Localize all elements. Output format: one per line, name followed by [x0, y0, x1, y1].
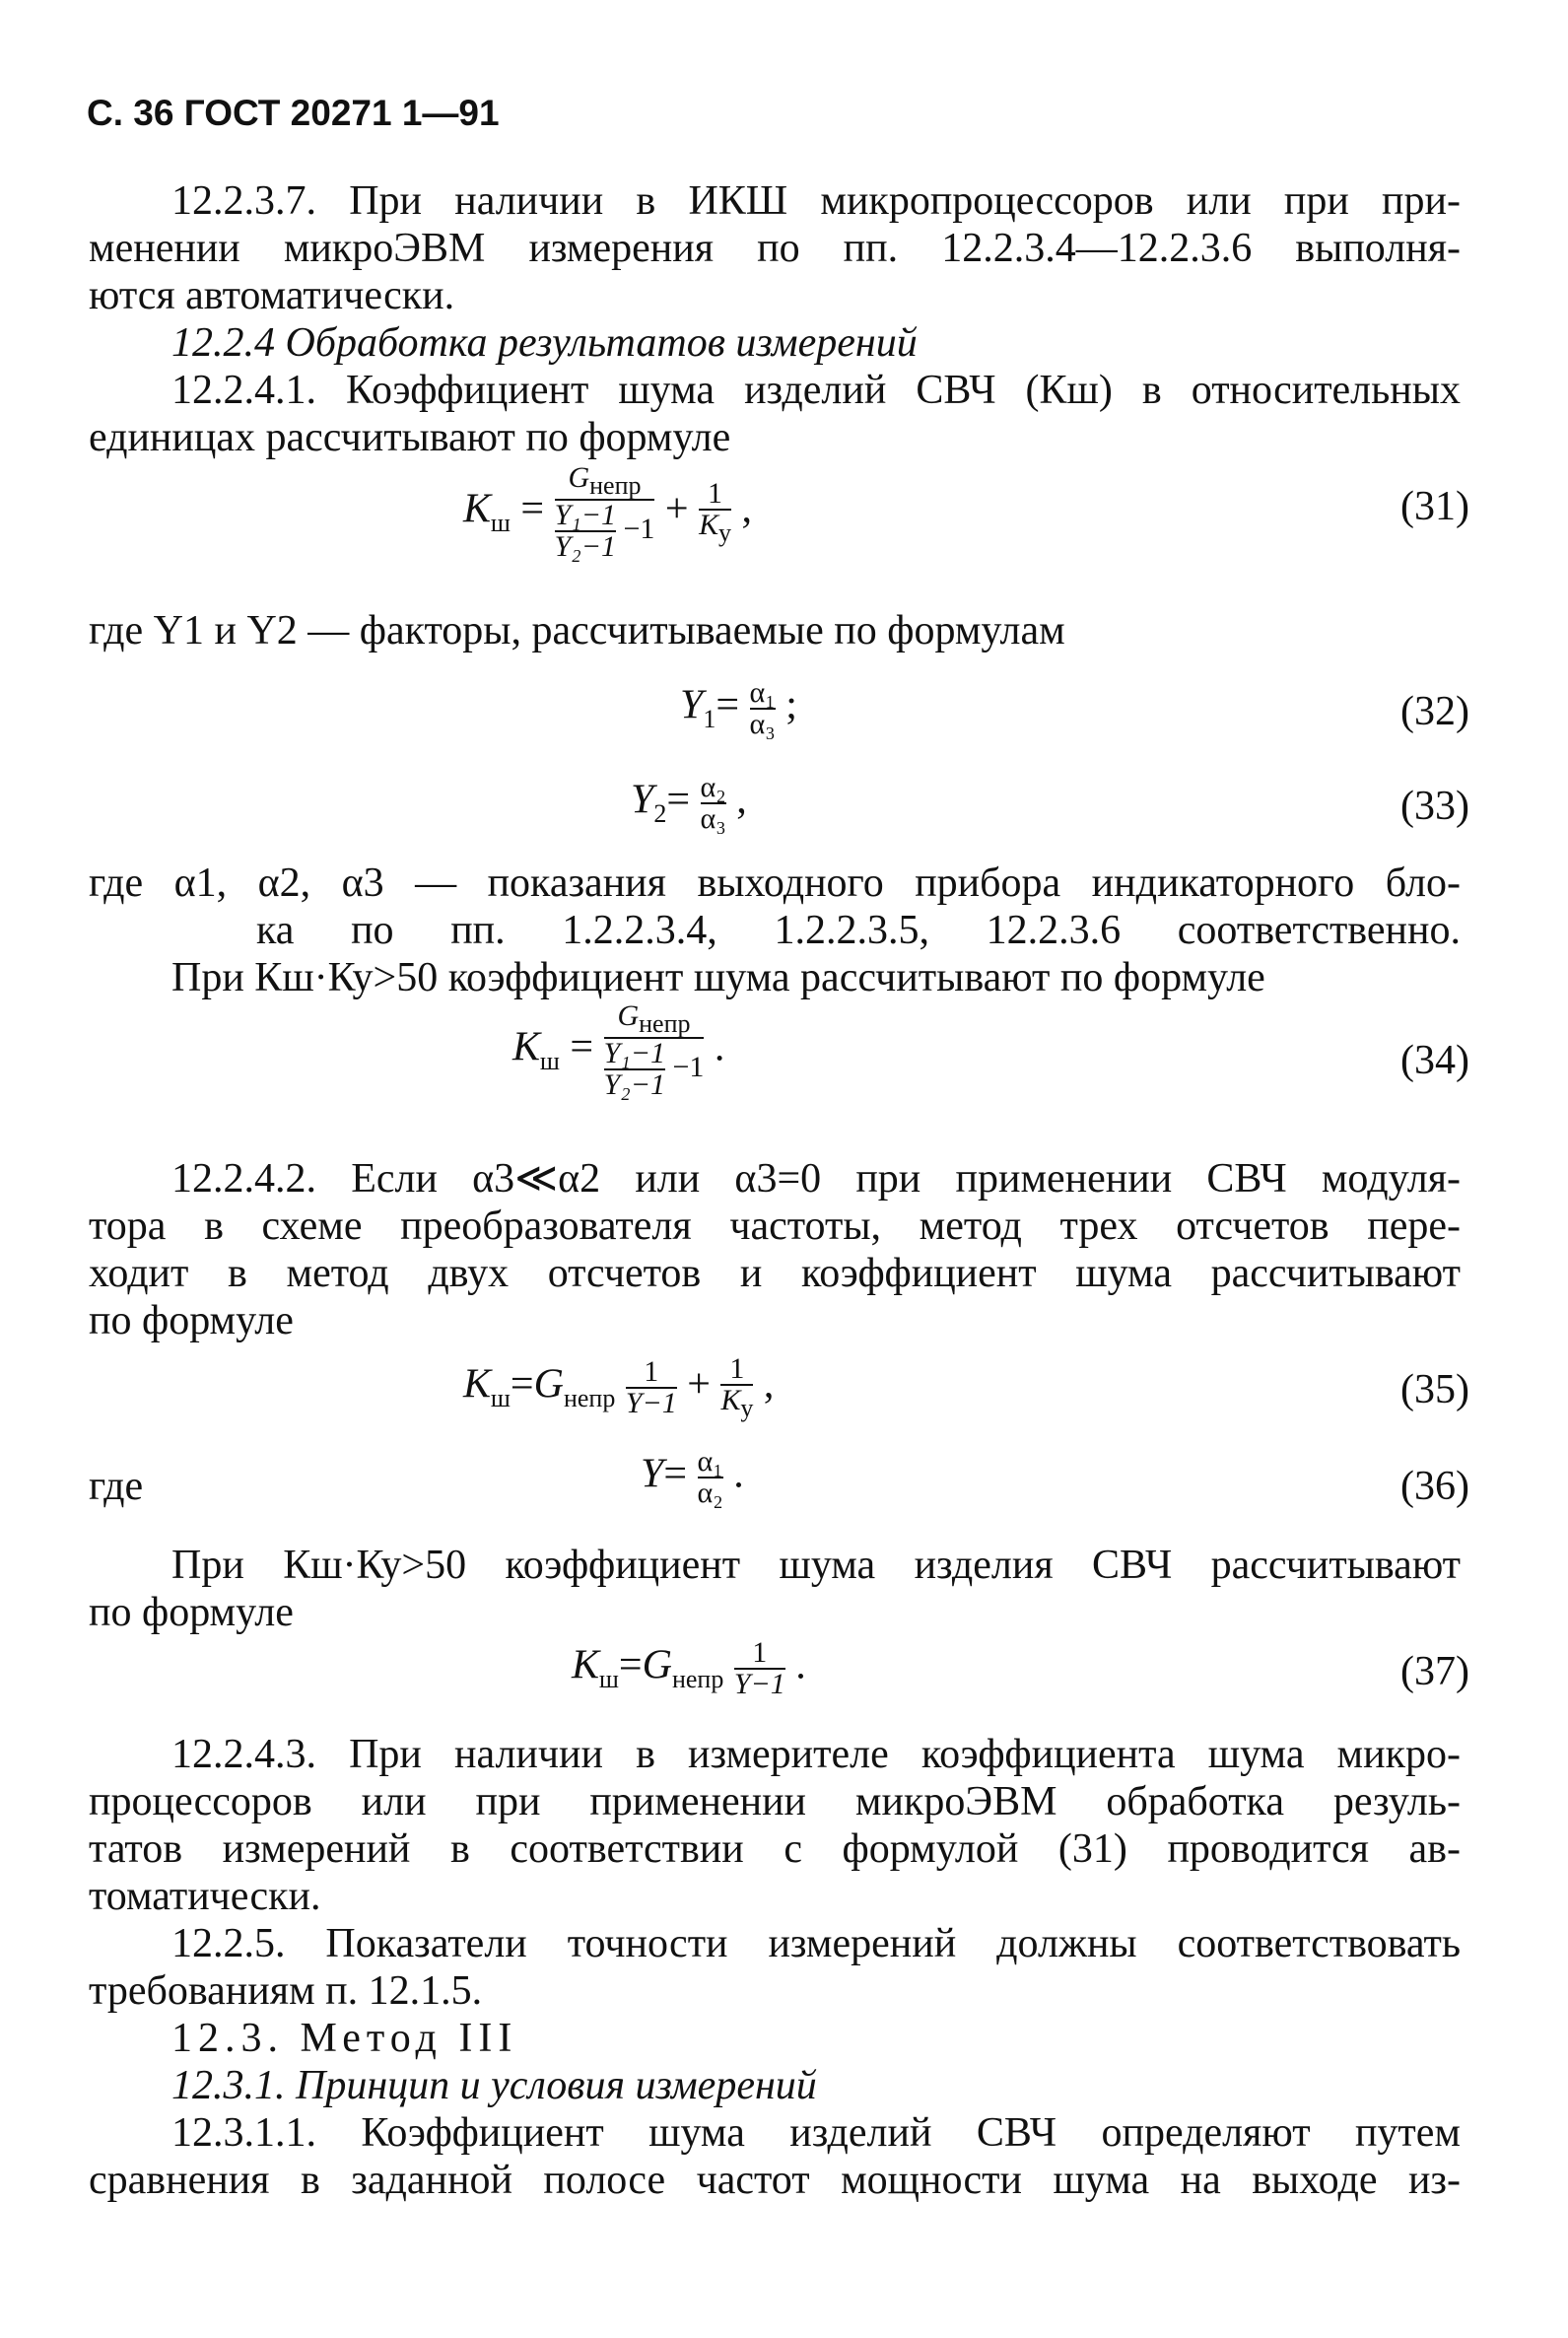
- equation-number-32: (32): [1400, 689, 1469, 734]
- paragraph-12-2-4-3-line1: 12.2.4.3. При наличии в измерителе коэффициента шума микро-: [171, 1732, 1461, 1777]
- formula-36: Y= $\frac{\text{α₁}}{\text{α₂}}$ .: [641, 1445, 744, 1509]
- where-clause-alpha-line1: где α1, α2, α3 — показания выходного прибора индикаторного бло-: [89, 860, 1461, 906]
- paragraph-condition-34: При Кш·Ку>50 коэффициент шума рассчитывают по формуле: [171, 955, 1265, 1000]
- paragraph-12-2-5-line1: 12.2.5. Показатели точности измерений должны соответствовать: [171, 1921, 1461, 1966]
- paragraph-12-3-1-1-line1: 12.3.1.1. Коэффициент шума изделий СВЧ определяют путем: [171, 2110, 1461, 2156]
- paragraph-12-2-3-7-line3: ются автоматически.: [89, 273, 455, 318]
- equation-number-33: (33): [1400, 784, 1469, 829]
- section-heading-12-2-4: 12.2.4 Обработка результатов измерений: [171, 320, 918, 366]
- formula-31: $К_ш$ = $G_{непр}$ $\frac{\text{Y₁−1}}{\text{Y₂−1}}$ −1 + $\frac{1}{К_у}$ ,: [463, 461, 752, 563]
- formula-34: $К_ш$ = $G_{непр}$ $\frac{\text{Y₁−1}}{\text{Y₂−1}}$ −1 .: [512, 999, 725, 1101]
- where-clause-alpha-line2: ка по пп. 1.2.2.3.4, 1.2.2.3.5, 12.2.3.6 соответственно.: [256, 908, 1461, 953]
- paragraph-12-2-4-3-line3: татов измерений в соответствии с формулой (31) проводится ав-: [89, 1826, 1461, 1872]
- paragraph-12-2-4-3-line2: процессоров или при применении микроЭВМ обработка резуль-: [89, 1779, 1461, 1824]
- paragraph-12-3-1-1-line2: сравнения в заданной полосе частот мощности шума на выходе из-: [89, 2158, 1461, 2203]
- equation-number-34: (34): [1400, 1038, 1469, 1083]
- section-heading-12-3-1: 12.3.1. Принцип и условия измерений: [171, 2063, 817, 2108]
- paragraph-12-2-4-1-line2: единицах рассчитывают по формуле: [89, 415, 731, 460]
- equation-number-35: (35): [1400, 1367, 1469, 1412]
- paragraph-condition-37-line2: по формуле: [89, 1590, 294, 1635]
- formula-35: $К_ш=G_{непр}$ $\frac{1}{Y-1}$ + $\frac{1}{К_у}$ ,: [463, 1352, 775, 1422]
- paragraph-12-2-4-2-line1: 12.2.4.2. Если α3≪α2 или α3=0 при применении СВЧ модуля-: [171, 1156, 1461, 1202]
- paragraph-12-2-4-2-line4: по формуле: [89, 1298, 294, 1343]
- paragraph-12-2-4-1-line1: 12.2.4.1. Коэффициент шума изделий СВЧ (Кш) в относительных: [171, 368, 1461, 413]
- equation-number-36: (36): [1400, 1464, 1469, 1509]
- section-heading-12-3: 12.3. Метод III: [171, 2016, 518, 2061]
- paragraph-12-2-3-7-line2: менении микроЭВМ измерения по пп. 12.2.3.4—12.2.3.6 выполня-: [89, 226, 1461, 271]
- where-label-36: где: [89, 1464, 144, 1509]
- paragraph-12-2-4-2-line2: тора в схеме преобразователя частоты, метод трех отсчетов пере-: [89, 1203, 1461, 1249]
- where-clause-y-factors: где Y1 и Y2 — факторы, рассчитываемые по формулам: [89, 608, 1065, 653]
- equation-number-31: (31): [1400, 484, 1469, 529]
- paragraph-12-2-5-line2: требованиям п. 12.1.5.: [89, 1968, 483, 2014]
- paragraph-condition-37-line1: При Кш·Ку>50 коэффициент шума изделия СВЧ рассчитывают: [171, 1543, 1461, 1588]
- page-header: С. 36 ГОСТ 20271 1—91: [87, 93, 500, 133]
- formula-37: $К_ш=G_{непр}$ $\frac{1}{Y-1}$ .: [572, 1636, 806, 1700]
- paragraph-12-2-4-2-line3: ходит в метод двух отсчетов и коэффициент шума рассчитывают: [89, 1251, 1461, 1296]
- equation-number-37: (37): [1400, 1649, 1469, 1694]
- paragraph-12-2-3-7-line1: 12.2.3.7. При наличии в ИКШ микропроцессоров или при при-: [171, 178, 1461, 224]
- paragraph-12-2-4-3-line4: томатически.: [89, 1874, 321, 1919]
- formula-32: $Y_1=$ $\frac{\text{α₁}}{\text{α₃}}$ ;: [680, 676, 797, 740]
- formula-33: $Y_2=$ $\frac{\text{α₂}}{\text{α₃}}$ ,: [631, 771, 747, 835]
